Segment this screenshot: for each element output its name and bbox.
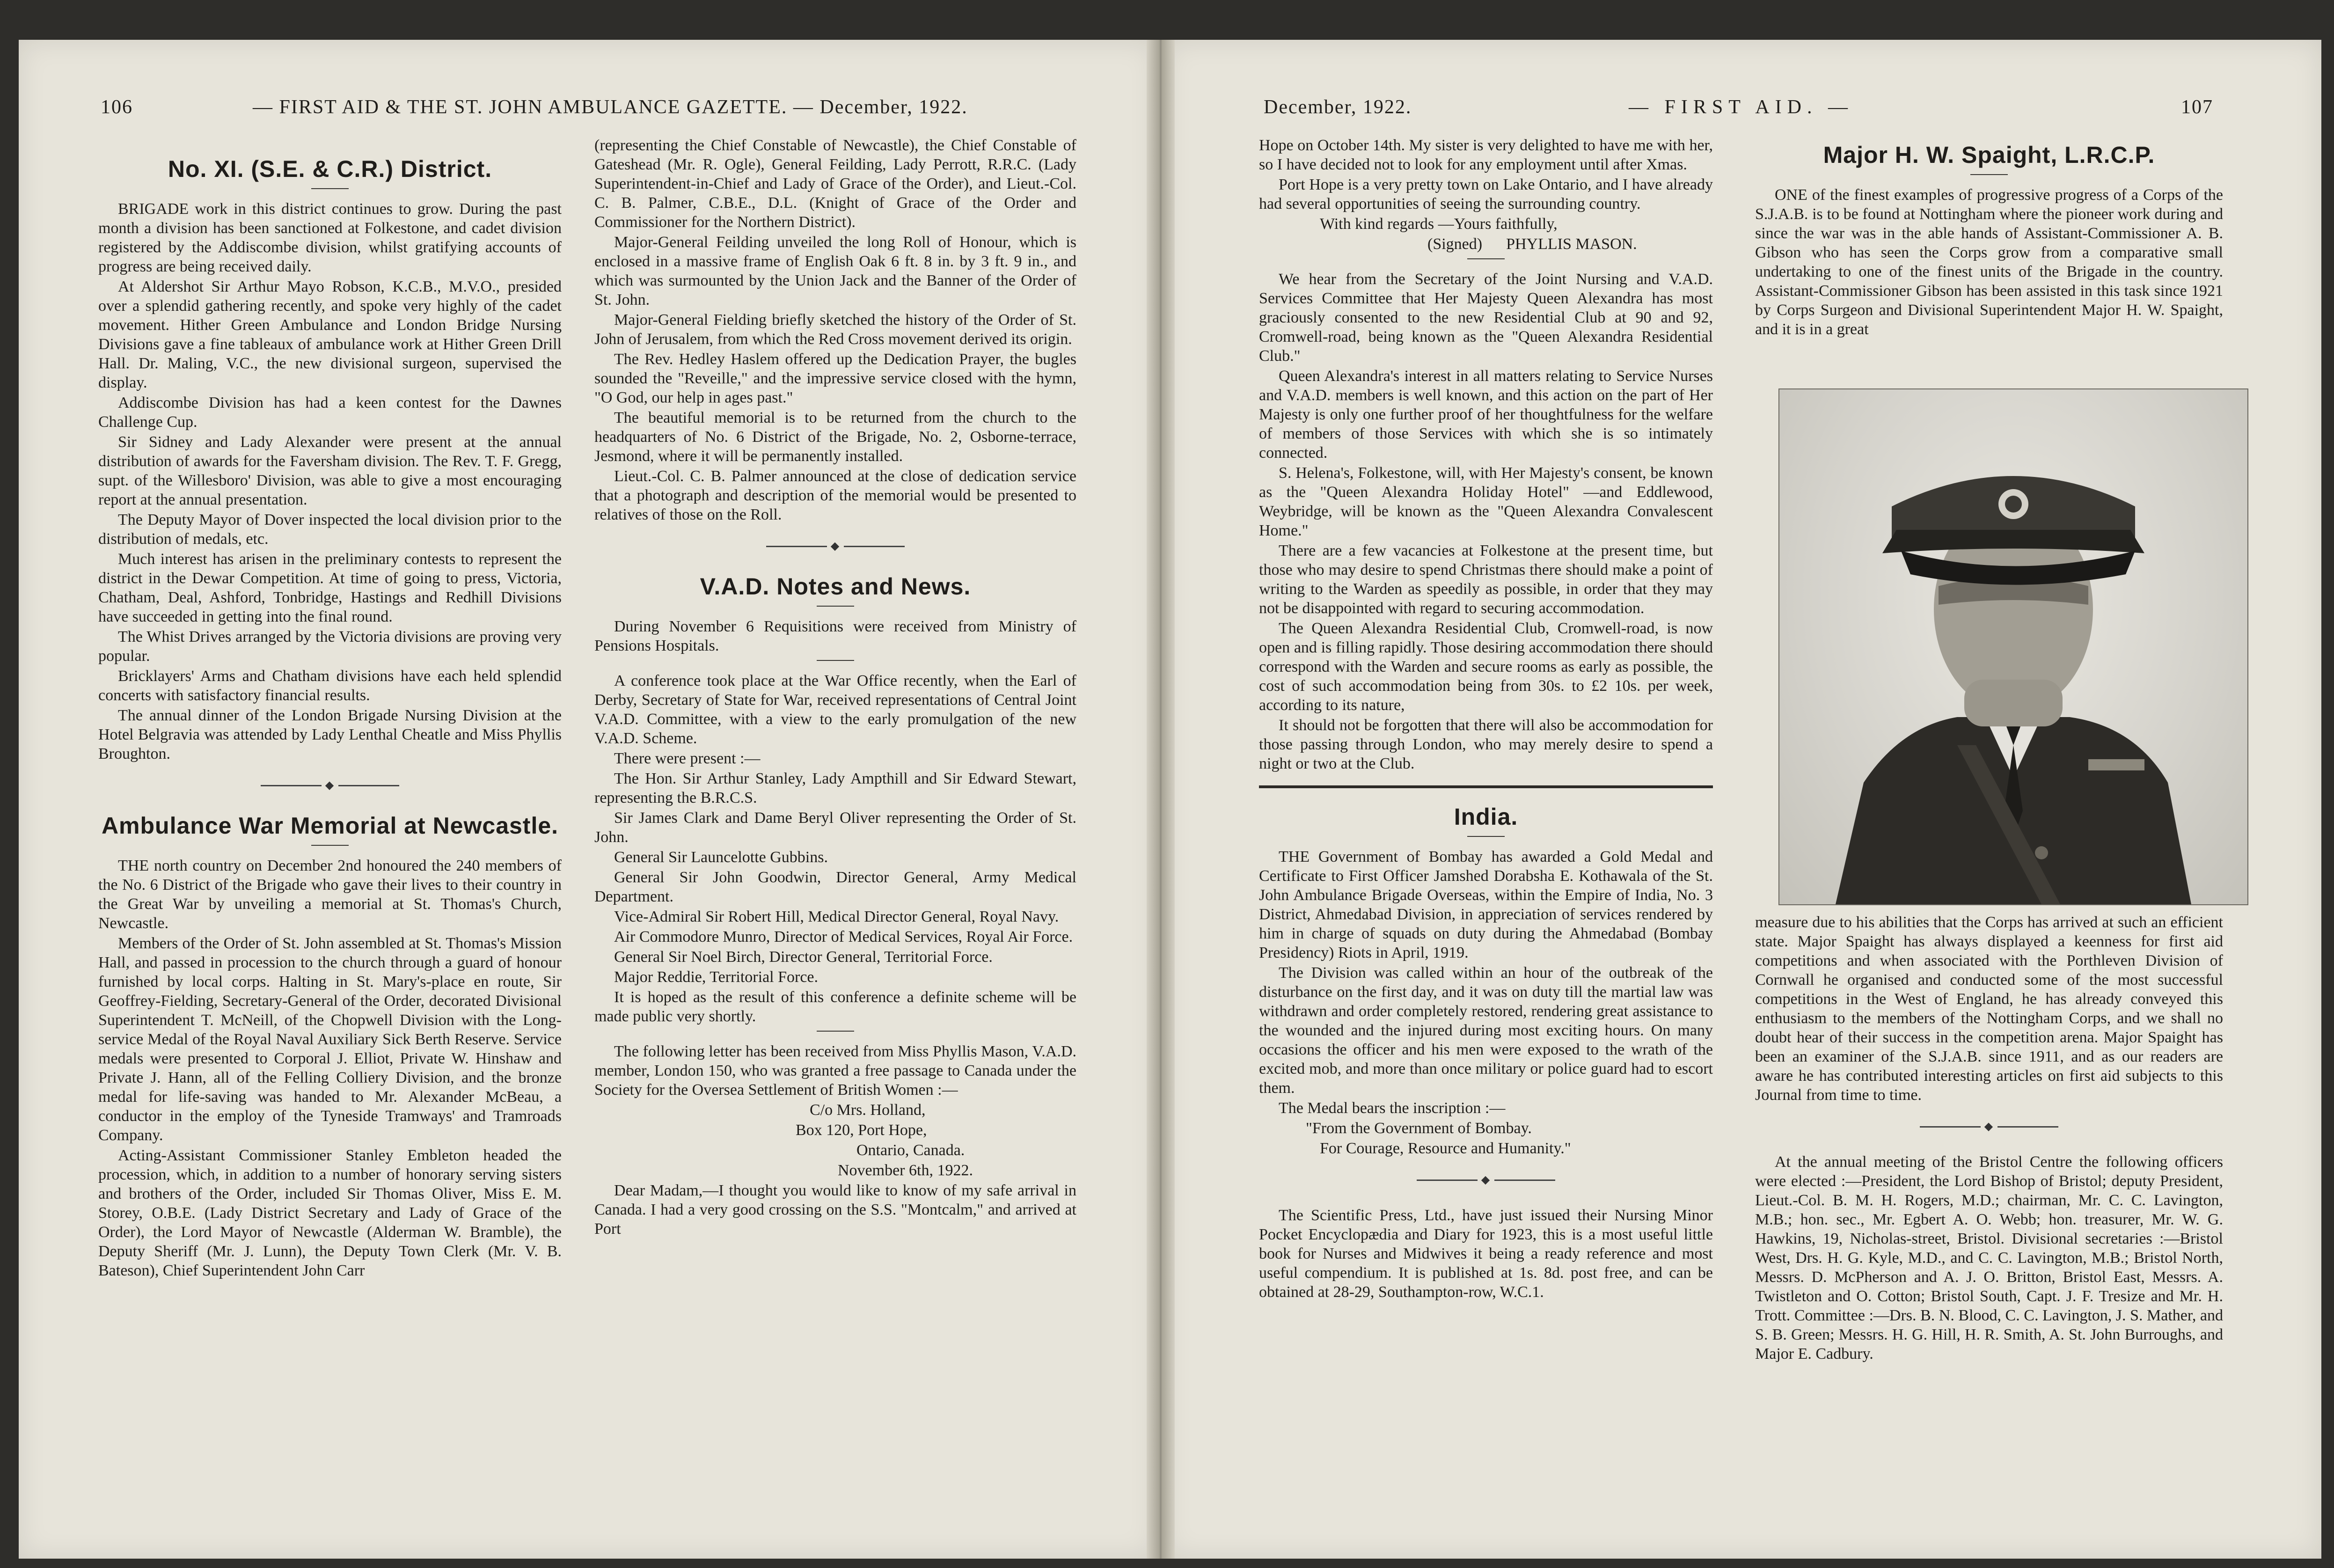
vad-paragraph: It is hoped as the result of this conference a definite scheme will be made public very shortly.	[594, 988, 1076, 1025]
spaight-paragraph: measure due to his abilities that the Corps has arrived at such an efficient state. Major Spaight has always displayed a keenness for first aid competitions and when associated with the Porthleven Division of Cornwall he organised and conducted some of the most successful competitions in the West of England, he has already conveyed this enthusiasm to the members of the Nottingham Corps, and we shall no doubt hear of their success in the competition arena. Major Spaight has been an examiner of the S.J.A.B. since 1911, and as our readers are aware he has contributed interesting articles on first aid subjects to this Journal from time to time.	[1755, 914, 2223, 1104]
india-paragraph: THE Government of Bombay has awarded a Gold Medal and Certificate to First Officer Jamshed Dorabsha E. Kothawala of the St. John Ambulance Brigade Overseas, within the Empire of India, No. 3 District, Ahmedabad Division, in appreciation of services rendered by him in charge of squads on duty during the Ahmedabad (Bombay Presidency) Riots in April, 1919.	[1259, 848, 1713, 961]
attendee-line: Sir James Clark and Dame Beryl Oliver representing the Order of St. John.	[594, 809, 1076, 846]
ornament-divider: ◆	[1259, 1170, 1713, 1190]
district-paragraph: The Deputy Mayor of Dover inspected the local division prior to the distribution of medals, etc.	[98, 511, 562, 548]
attendee-line: General Sir Noel Birch, Director General, Territorial Force.	[614, 948, 993, 966]
memorial-paragraph: The beautiful memorial is to be returned from the church to the headquarters of No. 6 District of the Brigade, No. 2, Osborne-terrace, Jesmond, where it will be permanently installed.	[594, 409, 1076, 465]
attendee-line: Air Commodore Munro, Director of Medical Services, Royal Air Force.	[614, 928, 1073, 945]
left-running-head: — FIRST AID & THE ST. JOHN AMBULANCE GAZETTE. — December, 1922.	[253, 96, 968, 118]
club-paragraph: The Queen Alexandra Residential Club, Cromwell-road, is now open and is filling rapidly. Those desiring accommodation there should correspond with the Warden and secure rooms as early as possible, the cost of such accommodation being from 30s. to £2 10s. per week, according to its nature,	[1259, 620, 1713, 714]
district-paragraph: Bricklayers' Arms and Chatham divisions have each held splendid concerts with satisfactory financial results.	[98, 667, 562, 704]
divider	[1970, 174, 2008, 175]
memorial-paragraph: Members of the Order of St. John assembled at St. Thomas's Mission Hall, and passed in procession to the church through a guard of honour furnished by local corps. Halting in St. Mary's-place en route, Sir Geoffrey-Fielding, Secretary-General of the Order, decorated Divisional Superintendent T. McNeill, of the Chopwell Division with the Long-service Medal of the Royal Naval Auxiliary Sick Berth Reserve. Service medals were presented to Corporal J. Elliot, Private W. Hinshaw and Private J. Hann, all of the Felling Colliery Division, and the bronze medal for life-saving was handed to Mr. Alexander McBeau, a conductor in the employ of the Tyneside Tramways' and Tramroads Company.	[98, 934, 562, 1144]
book-gutter	[1147, 40, 1175, 1559]
district-paragraph: The annual dinner of the London Brigade Nursing Division at the Hotel Belgravia was attended by Lady Lenthal Cheatle and Miss Phyllis Broughton.	[98, 707, 562, 762]
right-column-2	[1755, 136, 2223, 340]
letter-body: Port Hope is a very pretty town on Lake Ontario, and I have already had several opportunities of seeing the surrounding country.	[1259, 176, 1713, 212]
right-running-date: December, 1922.	[1264, 96, 1412, 118]
divider	[311, 845, 349, 846]
district-paragraph: The Whist Drives arranged by the Victoria divisions are proving very popular.	[98, 628, 562, 665]
divider	[1467, 258, 1505, 259]
bristol-paragraph: At the annual meeting of the Bristol Centre the following officers were elected :—President, the Lord Bishop of Bristol; deputy President, Lieut.-Col. B. M. H. Rogers, M.D.; chairman, Mr. C. C. Lavington, M.B.; hon. sec., Mr. Egbert A. O. Webb; hon. treasurer, Mr. W. G. Hawkins, 19, Nicholas-street, Bristol. Divisional secretaries :—Bristol West, Drs. H. G. Kyle, M.D., and C. C. Lavington, M.B.; Bristol North, Messrs. D. McPherson and A. J. O. Britton, Bristol East, Messrs. A. Twistleton and O. Cotton; Bristol South, Capt. J. F. Tresize and Mr. H. Trott. Committee :—Drs. B. N. Blood, C. C. Lavington, J. S. Mather, and S. B. Green; Messrs. H. G. Hill, H. R. Smith, A. St. John Burroughs, and Major E. Cadbury.	[1755, 1153, 2223, 1363]
divider	[817, 606, 854, 607]
attendee-line: General Sir John Goodwin, Director General, Army Medical Department.	[594, 868, 1076, 905]
india-paragraph: The Medal bears the inscription :—	[1279, 1099, 1506, 1117]
memorial-paragraph: Acting-Assistant Commissioner Stanley Embleton headed the procession, which, in addition to a number of honorary serving sisters and brothers of the Order, included Sir Thomas Oliver, Miss E. M. Storey, O.B.E. (Lady District Secretary and Lady of Grace of the Order), the Lord Mayor of Newcastle (Alderman W. Bramble), the Deputy Sheriff (Mr. J. Lunn), the Deputy Town Clerk (Mr. V. B. Bateson), Chief Superintendent John Carr	[98, 1146, 562, 1279]
portrait-figure	[1779, 389, 2247, 904]
vad-paragraph: The following letter has been received from Miss Phyllis Mason, V.A.D. member, London 150, who was granted a free passage to Canada under the Society for the Oversea Settlement of British Women :—	[594, 1042, 1076, 1099]
india-heading: India.	[1454, 804, 1518, 830]
district-heading: No. XI. (S.E. & C.R.) District.	[168, 156, 492, 182]
memorial-heading: Ambulance War Memorial at Newcastle.	[101, 812, 559, 839]
signed-label: (Signed)	[1427, 235, 1483, 253]
press-paragraph: The Scientific Press, Ltd., have just issued their Nursing Minor Pocket Encyclopædia and Diary for 1923, this is a most useful little book for Nurses and Midwives it being a ready reference and most useful compendium. It is published at 1s. 8d. post free, and can be obtained at 28-29, Southampton-row, W.C.1.	[1259, 1206, 1713, 1301]
divider	[1467, 836, 1505, 837]
vad-heading: V.A.D. Notes and News.	[700, 573, 971, 600]
club-paragraph: There are a few vacancies at Folkestone at the present time, but those who may desire to spend Christmas there should make a point of writing to the Warden as speedily as possible, in order that they may not be disappointed with regard to securing accommodation.	[1259, 542, 1713, 617]
left-column-2	[594, 136, 1076, 1239]
letter-sign-off: With kind regards —Yours faithfully,	[1320, 215, 1558, 233]
ornament-divider: ◆	[594, 536, 1076, 556]
district-paragraph: At Aldershot Sir Arthur Mayo Robson, K.C.B., M.V.O., presided over a splendid gathering recently, and spoke very highly of the cadet movement. Hither Green Ambulance and London Bridge Nursing Divisions gave a fine tableaux of ambulance work at Hither Green Drill Hall. Dr. Maling, V.C., the new divisional surgeon, supervised the display.	[98, 278, 562, 391]
memorial-paragraph: Lieut.-Col. C. B. Palmer announced at the close of dedication service that a photograph and description of the memorial would be presented to relatives of those on the Roll.	[594, 468, 1076, 523]
vad-paragraph: During November 6 Requisitions were received from Ministry of Pensions Hospitals.	[594, 617, 1076, 654]
memorial-paragraph: THE north country on December 2nd honoured the 240 members of the No. 6 District of the Brigade who gave their lives to their country in the Great War by unveiling a memorial at St. Thomas's Church, Newcastle.	[98, 857, 562, 932]
right-running-title: — FIRST AID. —	[1629, 96, 1853, 118]
right-column-1	[1259, 136, 1713, 1303]
vad-paragraph: A conference took place at the War Office recently, when the Earl of Derby, Secretary of State for War, received representations of Central Joint V.A.D. Committee, with a view to the early promulgation of the new V.A.D. Scheme.	[594, 672, 1076, 747]
section-rule	[1259, 785, 1713, 788]
club-paragraph: It should not be forgotten that there will also be accommodation for those passing through London, who may merely desire to spend a night or two at the Club.	[1259, 717, 1713, 772]
left-page-number: 106	[101, 96, 133, 118]
memorial-paragraph: (representing the Chief Constable of Newcastle), the Chief Constable of Gateshead (Mr. R. Ogle), General Feilding, Lady Perrott, R.R.C. (Lady Superintendent-in-Chief and Lady of Grace of the Order), and Lieut.-Col. C. B. Palmer, C.B.E., D.L. (Knight of Grace of the Order and Commissioner for the Northern District).	[594, 137, 1076, 231]
district-paragraph: Sir Sidney and Lady Alexander were present at the annual distribution of awards for the Faversham division. The Rev. T. F. Gregg, supt. of the Willesboro' Division, was able to give a most encouraging report at the annual presentation.	[98, 433, 562, 508]
attendee-line: Vice-Admiral Sir Robert Hill, Medical Director General, Royal Navy.	[614, 908, 1059, 925]
ornament-divider: ◆	[1755, 1117, 2223, 1136]
district-paragraph: BRIGADE work in this district continues to grow. During the past month a division has been sanctioned at Folkestone, and cadet division registered by the Addiscombe division, whilst gratifying accounts of progress are being received daily.	[98, 200, 562, 275]
memorial-paragraph: Major-General Feilding unveiled the long Roll of Honour, which is enclosed in a massive frame of English Oak 6 ft. 8 in. by 3 ft. 9 in., and which was surmounted by the Union Jack and the Banner of the Order of St. John.	[594, 234, 1076, 308]
letter-address: Box 120, Port Hope,	[796, 1121, 927, 1139]
divider	[817, 660, 854, 661]
memorial-paragraph: Major-General Fielding briefly sketched the history of the Order of St. John of Jerusalem, from which the Red Cross movement derived its origin.	[594, 311, 1076, 348]
memorial-paragraph: The Rev. Hedley Haslem offered up the Dedication Prayer, the bugles sounded the "Reveille," and the impressive service closed with the hymn, "O God, our help in ages past."	[594, 351, 1076, 406]
medal-inscription: "From the Government of Bombay.	[1306, 1120, 1532, 1137]
letter-body: Dear Madam,—I thought you would like to know of my safe arrival in Canada. I had a very good crossing on the S.S. "Montcalm," and arrived at Port	[594, 1181, 1076, 1238]
letter-date: November 6th, 1922.	[838, 1161, 973, 1179]
ornament-divider: ◆	[98, 776, 562, 795]
attendee-line: Major Reddie, Territorial Force.	[614, 968, 819, 986]
right-column-2-lower	[1755, 913, 2223, 1364]
district-paragraph: Addiscombe Division has had a keen contest for the Dawnes Challenge Cup.	[98, 394, 562, 431]
medal-inscription: For Courage, Resource and Humanity."	[1320, 1140, 1571, 1157]
letter-address: C/o Mrs. Holland,	[810, 1101, 926, 1119]
club-paragraph: Queen Alexandra's interest in all matters relating to Service Nurses and V.A.D. members is well known, and this action on the part of Her Majesty is only one further proof of her thoughtfulness for the welfare of members of those Services with which she is so intimately connected.	[1259, 367, 1713, 462]
letter-address: Ontario, Canada.	[856, 1141, 965, 1159]
divider	[311, 188, 349, 189]
district-paragraph: Much interest has arisen in the preliminary contests to represent the district in the Dewar Competition. At time of going to press, Victoria, Chatham, Deal, Ashford, Tonbridge, Hastings and Redhill Divisions have succeeded in getting into the final round.	[98, 550, 562, 625]
left-column-1	[98, 150, 562, 1281]
signature-name: PHYLLIS MASON.	[1506, 235, 1637, 253]
attendee-line: The Hon. Sir Arthur Stanley, Lady Ampthill and Sir Edward Stewart, representing the B.R.C.S.	[594, 769, 1076, 806]
divider	[817, 1031, 854, 1032]
spaight-heading: Major H. W. Spaight, L.R.C.P.	[1823, 142, 2155, 168]
india-paragraph: The Division was called within an hour of the outbreak of the disturbance on the first day, and it was on duty till the martial law was withdrawn and order completely restored, rendering great assistance to the wounded and the injured during most exciting hours. On many occasions the officer and his men were exposed to the wrath of the excited mob, and more than once military or police guard had to escort them.	[1259, 964, 1713, 1097]
club-paragraph: We hear from the Secretary of the Joint Nursing and V.A.D. Services Committee that Her Majesty Queen Alexandra has most graciously consented to the new Residential Club at 90 and 92, Cromwell-road, being known as the "Queen Alexandra Residential Club."	[1259, 271, 1713, 365]
letter-signature	[1259, 234, 1713, 254]
spaight-paragraph: ONE of the finest examples of progressive progress of a Corps of the S.J.A.B. is to be found at Nottingham where the pioneer work during and since the war was in the able hands of Assistant-Commissioner A. B. Gibson who has seen the Corps grow from a comparative small undertaking to one of the finest units of the Brigade in the country. Assistant-Commissioner Gibson has been assisted in this task since 1921 by Corps Surgeon and Divisional Superintendent Major H. W. Spaight, and it is in a great	[1755, 186, 2223, 338]
portrait-photo	[1778, 388, 2248, 905]
attendee-line: General Sir Launcelotte Gubbins.	[614, 848, 828, 866]
right-page-number: 107	[2181, 96, 2213, 118]
club-paragraph: S. Helena's, Folkestone, will, with Her Majesty's consent, be known as the "Queen Alexandra Holiday Hotel" —and Eddlewood, Weybridge, will be known as the "Queen Alexandra Convalescent Home."	[1259, 464, 1713, 539]
letter-body: Hope on October 14th. My sister is very delighted to have me with her, so I have decided not to look for any employment until after Xmas.	[1259, 137, 1713, 173]
vad-paragraph: There were present :—	[614, 749, 761, 767]
